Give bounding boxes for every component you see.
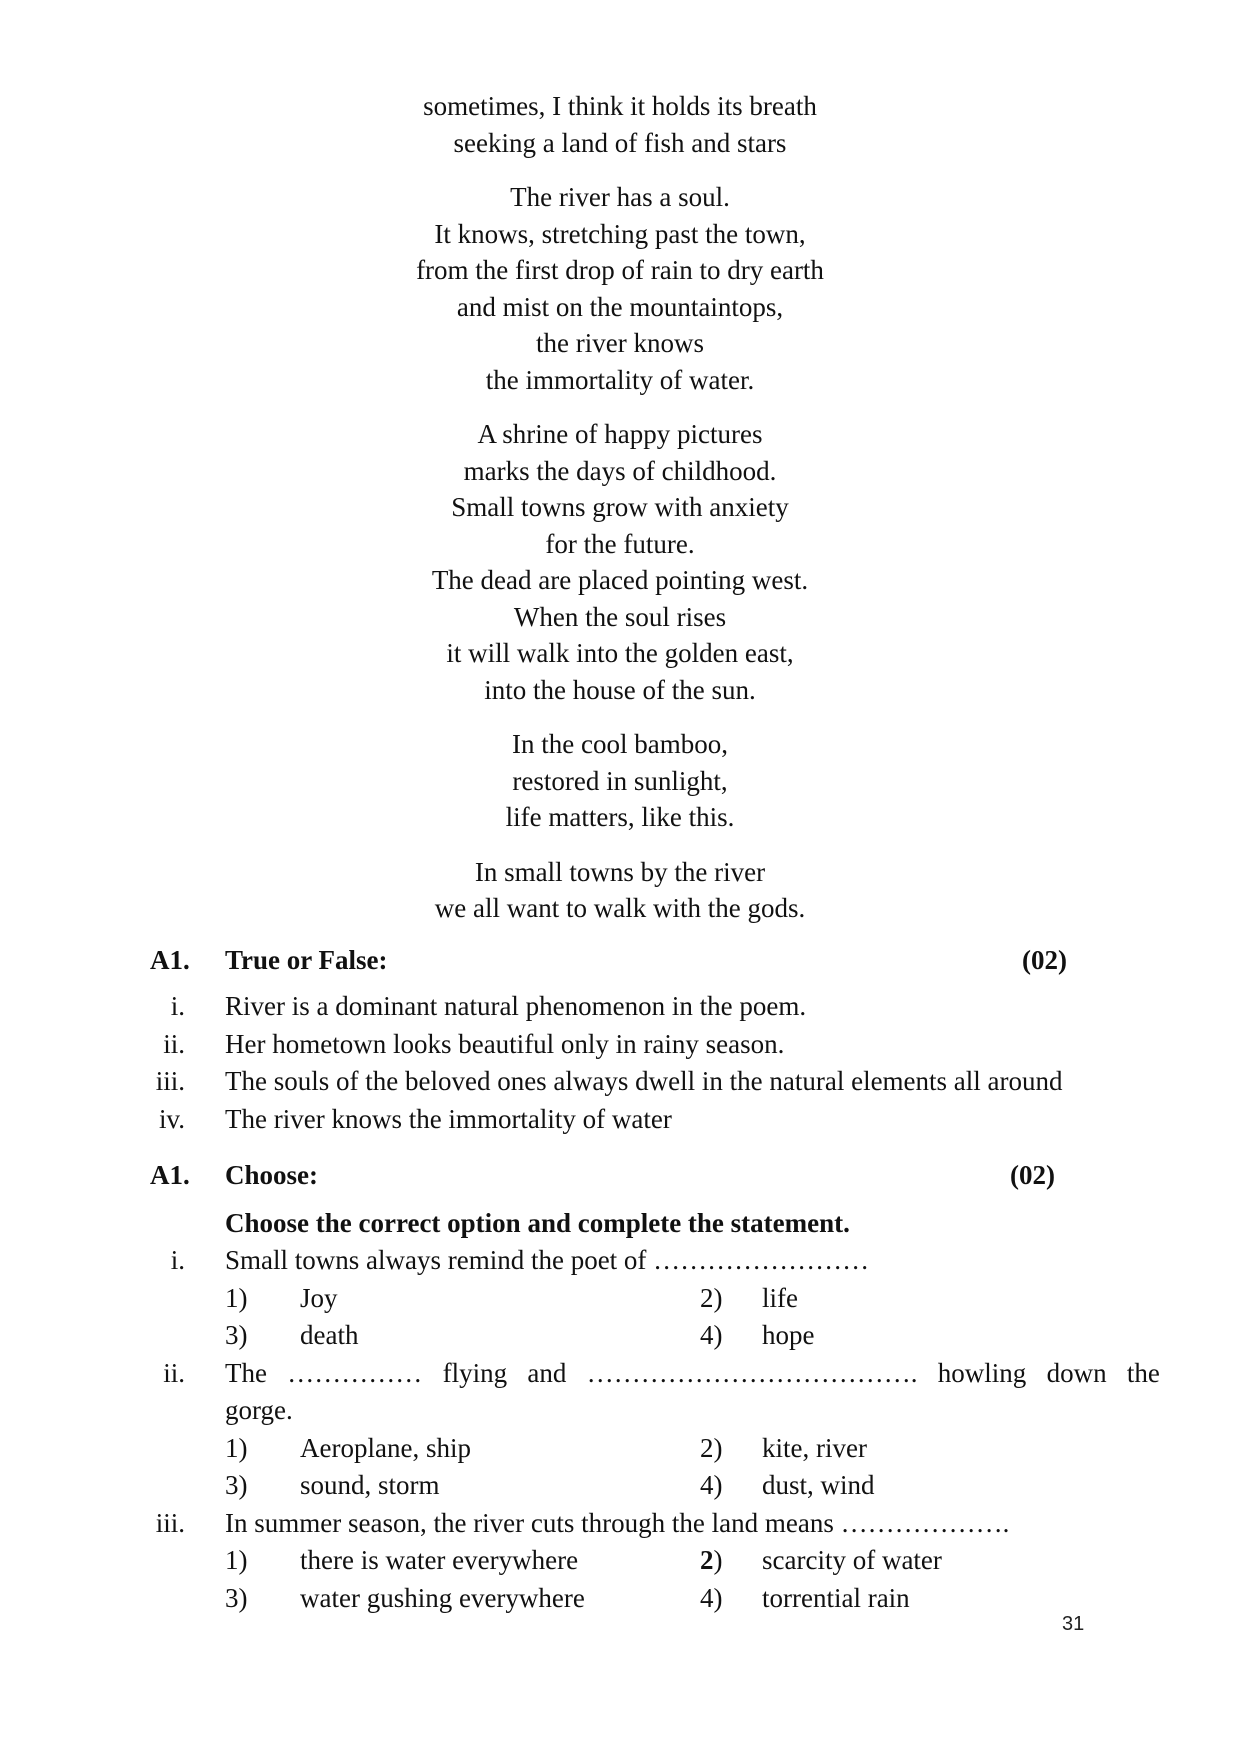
option-text: hope <box>762 1320 815 1350</box>
poem-line: for the future. <box>545 528 695 559</box>
word: flying <box>442 1357 508 1388</box>
item-numeral: iii. <box>155 1507 185 1538</box>
poem-line: and mist on the mountaintops, <box>456 291 784 322</box>
option-number: 3) <box>225 1582 248 1613</box>
question-item <box>0 1505 1241 1543</box>
poem-stanza <box>330 179 910 398</box>
question-title: Choose: <box>225 1160 318 1190</box>
word: The <box>225 1357 267 1388</box>
options-row <box>0 1467 1241 1505</box>
list-item <box>0 1026 1241 1064</box>
poem-stanza <box>330 726 910 836</box>
instruction <box>0 1205 1241 1242</box>
blank: …………… <box>287 1357 423 1388</box>
option-text: death <box>300 1320 359 1350</box>
marks-label: (02) <box>1010 1160 1055 1190</box>
option-number: 1) <box>225 1545 248 1575</box>
question-text: Small towns always remind the poet of …………………… <box>225 1245 870 1275</box>
option-text: Aeroplane, ship <box>300 1432 471 1463</box>
poem-stanza <box>330 854 910 927</box>
option-number: 3) <box>225 1320 248 1350</box>
item-text: Her hometown looks beautiful only in rainy season. <box>225 1028 785 1059</box>
option-number: 2) <box>700 1282 723 1313</box>
item-numeral: i. <box>170 1245 185 1275</box>
item-text: The souls of the beloved ones always dwell in the natural elements all around <box>225 1066 1063 1096</box>
section-heading <box>0 1155 1241 1195</box>
list-item <box>0 988 1241 1026</box>
word: down <box>1046 1357 1107 1388</box>
poem-line: When the soul rises <box>513 601 727 632</box>
item-numeral: iv. <box>159 1103 185 1134</box>
option-number: 1) <box>225 1282 248 1313</box>
question-text: In summer season, the river cuts through the land means ………………. <box>225 1507 1010 1538</box>
option-text: kite, river <box>762 1432 867 1463</box>
item-text: River is a dominant natural phenomenon in the poem. <box>225 991 807 1021</box>
question-text: gorge. <box>225 1395 293 1425</box>
option-number: 4) <box>700 1582 723 1613</box>
poem <box>330 88 910 945</box>
question-text <box>225 1355 1160 1393</box>
option-number <box>700 1542 723 1580</box>
choose-section <box>0 1155 1241 1617</box>
options-row <box>0 1280 1241 1318</box>
question-title: True or False: <box>225 945 388 975</box>
option-number: 4) <box>700 1470 723 1500</box>
item-text: The river knows the immortality of water <box>225 1103 672 1134</box>
poem-line: into the house of the sun. <box>484 674 756 705</box>
options-row <box>0 1580 1241 1618</box>
poem-line: the river knows <box>536 328 704 358</box>
option-number: 1) <box>225 1432 248 1463</box>
item-numeral: ii. <box>163 1357 185 1388</box>
list-item <box>0 1101 1241 1139</box>
word: and <box>527 1357 567 1388</box>
blank: ………………………………. <box>586 1357 918 1388</box>
option-text: life <box>762 1282 798 1313</box>
poem-line: The river has a soul. <box>510 182 730 212</box>
option-text: Joy <box>300 1282 338 1313</box>
poem-line: it will walk into the golden east, <box>446 638 794 668</box>
option-number-bold: 2 <box>700 1545 714 1575</box>
poem-line: we all want to walk with the gods. <box>434 893 806 923</box>
question-continuation <box>0 1392 1241 1430</box>
poem-line: from the first drop of rain to dry earth <box>416 255 824 285</box>
poem-line: Small towns grow with anxiety <box>451 492 789 522</box>
poem-line: In small towns by the river <box>474 856 766 887</box>
option-text: torrential rain <box>762 1582 910 1613</box>
options-row <box>0 1430 1241 1468</box>
options-row <box>0 1317 1241 1355</box>
poem-stanza <box>330 88 910 161</box>
list-item <box>0 1063 1241 1101</box>
word: the <box>1126 1357 1160 1388</box>
question-item <box>0 1242 1241 1280</box>
poem-line: marks the days of childhood. <box>463 455 777 486</box>
option-text: water gushing everywhere <box>300 1582 585 1613</box>
poem-line: life matters, like this. <box>505 802 735 832</box>
marks-label: (02) <box>1022 945 1067 975</box>
option-text: dust, wind <box>762 1470 875 1500</box>
option-number: 4) <box>700 1320 723 1350</box>
item-numeral: iii. <box>155 1066 185 1096</box>
true-false-section <box>0 940 1241 1138</box>
option-text: sound, storm <box>300 1470 440 1500</box>
poem-line: A shrine of happy pictures <box>477 419 763 449</box>
poem-line: In the cool bamboo, <box>512 729 728 759</box>
poem-stanza <box>330 416 910 708</box>
poem-line: seeking a land of fish and stars <box>453 127 787 158</box>
page-number: 31 <box>1062 1613 1085 1635</box>
option-text: there is water everywhere <box>300 1545 579 1575</box>
poem-line: The dead are placed pointing west. <box>431 565 809 595</box>
item-numeral: ii. <box>163 1028 185 1059</box>
option-text: scarcity of water <box>762 1545 942 1575</box>
item-numeral: i. <box>170 991 185 1021</box>
question-item <box>0 1355 1241 1393</box>
question-number: A1. <box>150 1160 190 1190</box>
poem-line: the immortality of water. <box>485 364 755 395</box>
question-number: A1. <box>150 945 190 975</box>
section-heading <box>0 940 1241 980</box>
word: howling <box>937 1357 1027 1388</box>
option-number-suffix: ) <box>713 1545 723 1575</box>
option-number: 2) <box>700 1432 723 1463</box>
options-row <box>0 1542 1241 1580</box>
option-number: 3) <box>225 1470 248 1500</box>
instruction-text: Choose the correct option and complete the statement. <box>225 1208 850 1238</box>
poem-line: sometimes, I think it holds its breath <box>423 91 817 121</box>
poem-line: It knows, stretching past the town, <box>434 218 806 249</box>
poem-line: restored in sunlight, <box>512 765 728 796</box>
